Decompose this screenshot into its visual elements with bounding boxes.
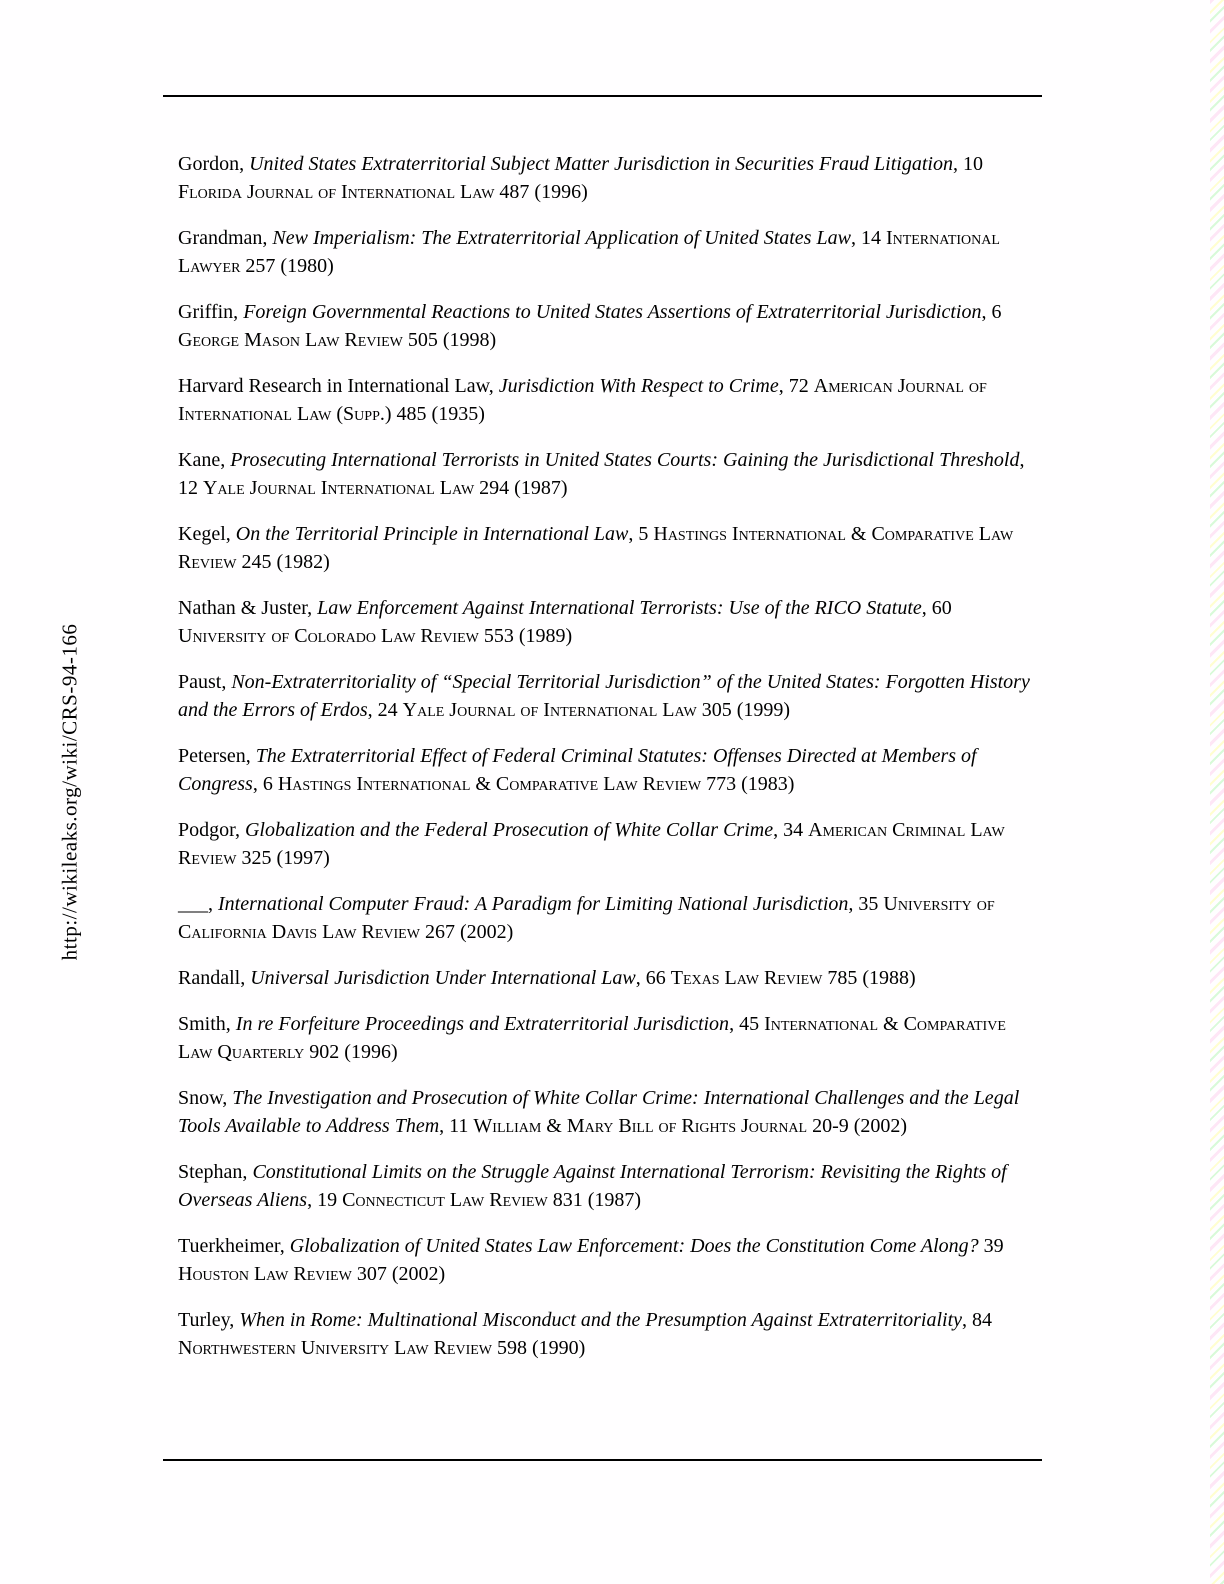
citation-segment-smallcaps: Yale Journal International Law [203, 477, 475, 499]
citation-segment-roman: , 6 [252, 773, 278, 795]
citation-segment-roman: Kegel, [178, 523, 236, 545]
citation-segment-roman: 598 (1990) [492, 1337, 586, 1359]
citation-segment-smallcaps: William & Mary Bill of Rights Journal [473, 1115, 808, 1137]
citation-segment-roman: 485 (1935) [391, 403, 485, 425]
citation-segment-roman: 831 (1987) [547, 1189, 642, 1211]
citation-segment-italic: Foreign Governmental Reactions to United States Assertions of Extraterritorial Jurisdiction [243, 301, 982, 323]
citation-entry [178, 372, 1040, 428]
citation-segment-roman: Randall, [178, 967, 251, 989]
citation-segment-smallcaps: Florida Journal of International Law [178, 181, 495, 203]
citation-segment-roman: 553 (1989) [478, 625, 573, 647]
citation-segment-roman: , 84 [962, 1309, 993, 1331]
citation-entry [178, 594, 1040, 650]
citation-segment-roman: Griffin, [178, 301, 244, 323]
citation-entry [178, 1306, 1040, 1362]
citation-segment-italic: On the Territorial Principle in International Law [235, 523, 629, 545]
citation-segment-roman: , 10 [952, 153, 983, 175]
citation-segment-roman: 773 (1983) [701, 773, 795, 795]
citation-segment-roman: 294 (1987) [474, 477, 568, 499]
citation-segment-roman: 305 (1999) [696, 699, 791, 721]
top-rule [163, 95, 1042, 97]
citation-segment-roman: , 34 [773, 819, 809, 841]
citation-entry [178, 742, 1040, 798]
citation-segment-roman: 325 (1997) [236, 847, 330, 869]
citation-segment-italic: Jurisdiction With Respect to Crime [498, 375, 779, 397]
citation-segment-italic: When in Rome: Multinational Misconduct and the Presumption Against Extraterritoriality [239, 1309, 963, 1331]
citation-segment-roman: , 5 [628, 523, 654, 545]
citation-segment-smallcaps: Hastings International & Comparative Law Review [178, 523, 1014, 573]
citation-segment-smallcaps: Northwestern University Law Review [178, 1337, 492, 1359]
citation-segment-italic: The Investigation and Prosecution of White Collar Crime: International Challenges and the Legal Tools Available to Address Them [178, 1087, 1020, 1137]
citation-segment-roman: Paust, [178, 671, 232, 693]
citation-segment-roman: , 60 [921, 597, 952, 619]
citation-segment-roman: , 11 [439, 1115, 474, 1137]
citation-segment-smallcaps: American Journal of International Law (Supp.) [178, 375, 987, 425]
citation-segment-italic: Constitutional Limits on the Struggle Against International Terrorism: Revisiting the Rights of Overseas Aliens [178, 1161, 1007, 1211]
citation-list [178, 150, 1040, 1380]
citation-segment-smallcaps: University of California Davis Law Review [178, 893, 995, 943]
citation-segment-roman: 785 (1988) [822, 967, 916, 989]
citation-entry [178, 1158, 1040, 1214]
citation-segment-roman: 245 (1982) [236, 551, 330, 573]
citation-segment-roman: , 24 [367, 699, 403, 721]
citation-segment-roman: 35 [853, 893, 884, 915]
edge-watermark-pattern [1210, 0, 1224, 1584]
citation-segment-roman: 257 (1980) [240, 255, 334, 277]
citation-segment-italic: Globalization and the Federal Prosecution of White Collar Crime [244, 819, 774, 841]
citation-segment-italic: New Imperialism: The Extraterritorial Application of United States Law [272, 227, 851, 249]
citation-segment-roman: Petersen, [178, 745, 256, 767]
citation-segment-italic: Non-Extraterritoriality of “Special Territorial Jurisdiction” of the United States: Forgotten History and the Errors of Erdos [178, 671, 1030, 721]
citation-segment-roman: Turley, [178, 1309, 240, 1331]
citation-segment-roman: Stephan, [178, 1161, 253, 1183]
bottom-rule [163, 1459, 1042, 1461]
citation-segment-roman: Kane, [178, 449, 231, 471]
citation-segment-roman: , 66 [635, 967, 671, 989]
citation-segment-roman: Podgor, [178, 819, 245, 841]
citation-segment-roman: Tuerkheimer, [178, 1235, 290, 1257]
citation-segment-smallcaps: International Lawyer [178, 227, 1000, 277]
citation-segment-roman: , 6 [981, 301, 1002, 323]
citation-segment-italic: Globalization of United States Law Enforcement: Does the Constitution Come Along? [289, 1235, 979, 1257]
citation-segment-roman: Smith, [178, 1013, 236, 1035]
citation-segment-roman: 20-9 (2002) [807, 1115, 908, 1137]
citation-segment-roman: 39 [978, 1235, 1004, 1257]
citation-segment-roman: 307 (2002) [351, 1263, 446, 1285]
citation-entry [178, 150, 1040, 206]
sidebar-source-url: http://wikileaks.org/wiki/CRS-94-166 [57, 623, 82, 961]
citation-entry [178, 1232, 1040, 1288]
citation-segment-roman: Snow, [178, 1087, 233, 1109]
citation-entry [178, 1010, 1040, 1066]
citation-segment-smallcaps: Houston Law Review [178, 1263, 352, 1285]
citation-segment-italic: International Computer Fraud: A Paradigm for Limiting National Jurisdiction, [218, 893, 854, 915]
citation-segment-roman: , 19 [307, 1189, 343, 1211]
citation-segment-smallcaps: Texas Law Review [670, 967, 823, 989]
citation-segment-italic: Universal Jurisdiction Under International Law [250, 967, 636, 989]
citation-entry [178, 520, 1040, 576]
citation-entry [178, 1084, 1040, 1140]
citation-segment-smallcaps: University of Colorado Law Review [178, 625, 479, 647]
citation-entry [178, 964, 1040, 992]
citation-segment-smallcaps: Hastings International & Comparative Law Review [277, 773, 702, 795]
citation-segment-roman: Nathan & Juster, [178, 597, 318, 619]
citation-segment-roman: 902 (1996) [304, 1041, 398, 1063]
citation-segment-roman: 267 (2002) [419, 921, 514, 943]
citation-segment-roman: 505 (1998) [402, 329, 497, 351]
citation-segment-roman: , 12 [178, 449, 1025, 499]
citation-segment-smallcaps: American Criminal Law Review [178, 819, 1005, 869]
citation-segment-roman: , 72 [778, 375, 814, 397]
citation-segment-roman: Harvard Research in International Law, [178, 375, 499, 397]
citation-segment-italic: Prosecuting International Terrorists in United States Courts: Gaining the Jurisdictional Threshold [230, 449, 1020, 471]
citation-entry [178, 890, 1040, 946]
citation-entry [178, 224, 1040, 280]
citation-segment-italic: The Extraterritorial Effect of Federal Criminal Statutes: Offenses Directed at Members of Congress [178, 745, 977, 795]
citation-segment-smallcaps: Yale Journal of International Law [402, 699, 697, 721]
citation-segment-italic: United States Extraterritorial Subject Matter Jurisdiction in Securities Fraud Litigation [249, 153, 953, 175]
citation-segment-roman: Grandman, [178, 227, 273, 249]
citation-segment-roman: Gordon, [178, 153, 250, 175]
citation-segment-roman: 487 (1996) [494, 181, 588, 203]
citation-segment-italic: In re Forfeiture Proceedings and Extraterritorial Jurisdiction [235, 1013, 730, 1035]
citation-entry [178, 816, 1040, 872]
citation-segment-smallcaps: George Mason Law Review [178, 329, 403, 351]
citation-entry [178, 298, 1040, 354]
citation-entry [178, 668, 1040, 724]
citation-segment-smallcaps: Connecticut Law Review [342, 1189, 548, 1211]
citation-segment-italic: Law Enforcement Against International Terrorists: Use of the RICO Statute [317, 597, 922, 619]
citation-segment-smallcaps: International & Comparative Law Quarterly [178, 1013, 1006, 1063]
citation-entry [178, 446, 1040, 502]
citation-segment-roman: , 45 [729, 1013, 765, 1035]
citation-segment-roman: , 14 [850, 227, 886, 249]
citation-segment-roman: ___, [178, 893, 218, 915]
